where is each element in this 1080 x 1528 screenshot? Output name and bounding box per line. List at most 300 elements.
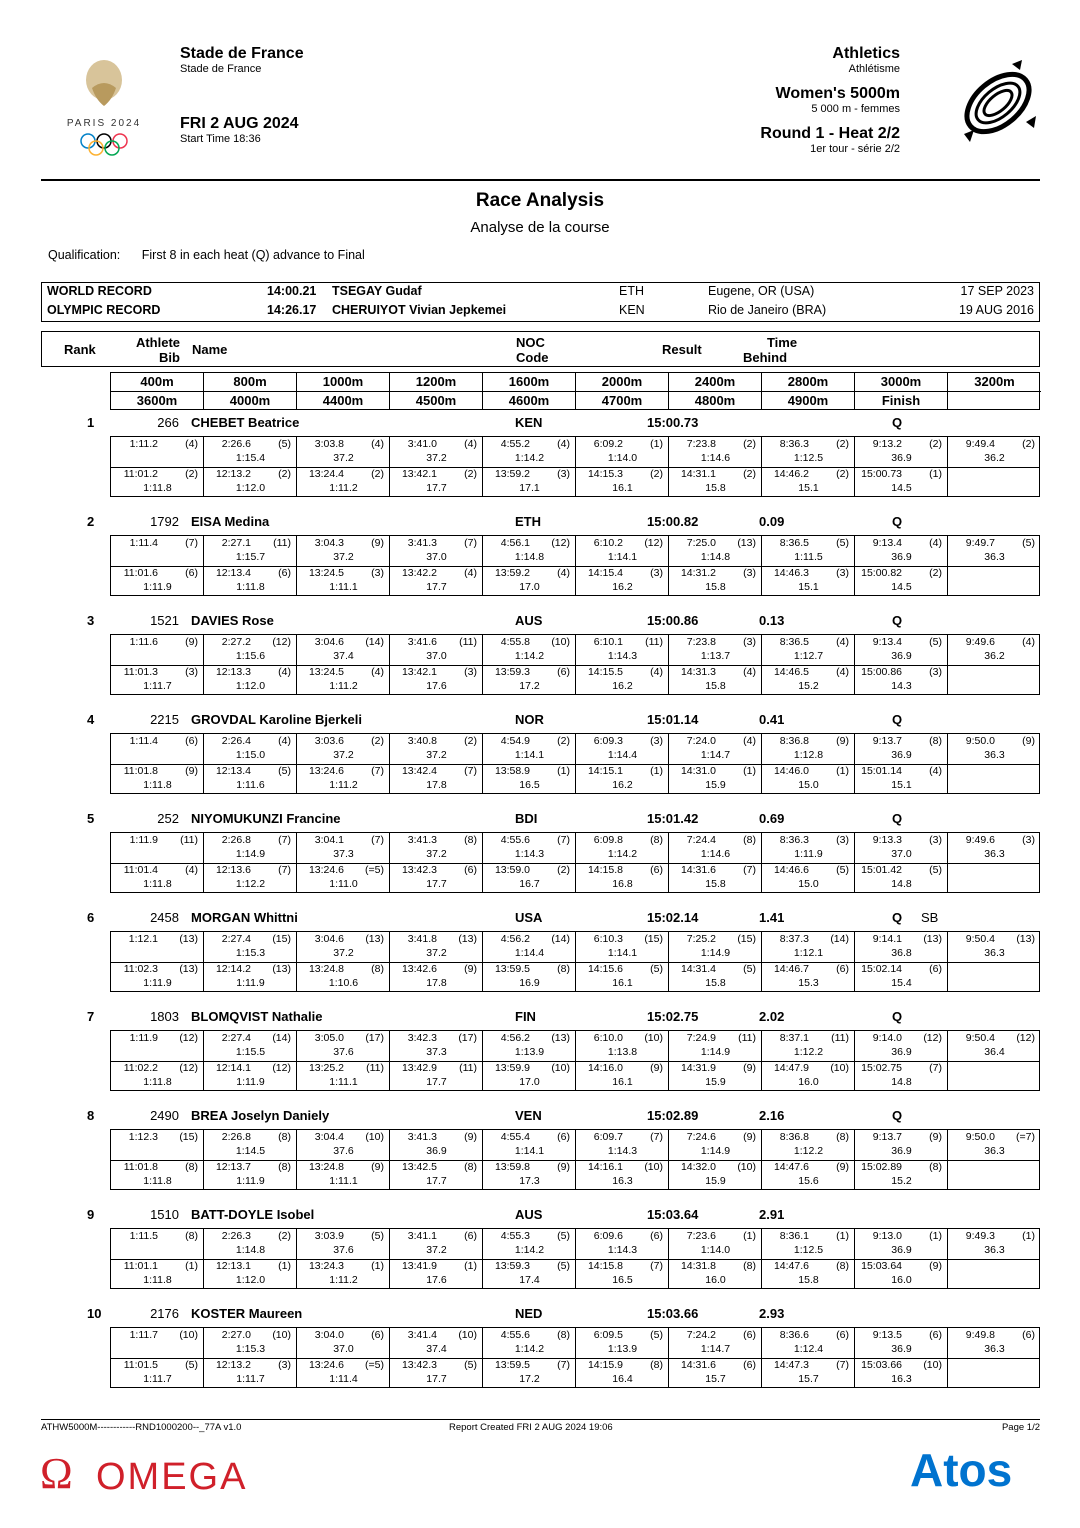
split-time-cell [390, 1329, 483, 1344]
split-time: 15:02.14 [861, 963, 902, 975]
split-interval: 36.2 [984, 650, 1005, 662]
split-time-cell [483, 1062, 576, 1077]
athlete-row [41, 1007, 1040, 1027]
athlete-time-behind: 2.02 [759, 1009, 785, 1024]
split-time-cell [111, 1032, 204, 1047]
split-interval: 36.9 [891, 1343, 912, 1355]
athlete-row [41, 1304, 1040, 1324]
split-position: (7) [557, 834, 570, 846]
split-time-cell [762, 1161, 855, 1176]
split-header-cell: 2400m [669, 373, 762, 391]
split-interval-cell [204, 749, 297, 764]
split-time: 14:46.2 [773, 468, 809, 480]
split-header-cell: 4400m [297, 391, 390, 409]
split-time: 15:03.66 [861, 1359, 902, 1371]
split-time-cell [948, 537, 1041, 552]
split-time-cell [762, 1329, 855, 1344]
split-interval: 1:12.5 [793, 1244, 824, 1256]
split-interval: 14.5 [891, 482, 912, 494]
athlete-bib: 2215 [150, 712, 179, 727]
split-time: 3:04.6 [314, 933, 344, 945]
split-position: (8) [929, 735, 942, 747]
split-time-cell [576, 1359, 669, 1374]
split-time: 6:09.5 [593, 1329, 623, 1341]
venue-sub: Stade de France [180, 63, 262, 75]
split-interval-cell [111, 1274, 204, 1289]
split-time-cell [111, 537, 204, 552]
split-time-cell [948, 1359, 1041, 1374]
split-interval: 1:15.4 [235, 452, 266, 464]
split-interval: 1:14.9 [700, 947, 731, 959]
split-interval-cell [111, 482, 204, 497]
split-time: 14:15.3 [587, 468, 623, 480]
split-position: (9) [371, 537, 384, 549]
split-position: (9) [836, 1161, 849, 1173]
split-time-cell [855, 438, 948, 453]
split-time: 15:01.14 [861, 765, 902, 777]
split-time-cell [297, 1230, 390, 1245]
split-interval-cell [204, 1373, 297, 1388]
split-time-cell [669, 567, 762, 582]
split-time: 14:47.3 [773, 1359, 809, 1371]
split-time-cell [669, 1032, 762, 1047]
split-interval: 1:11.8 [143, 482, 172, 494]
split-interval-cell [204, 650, 297, 665]
split-interval: 1:14.8 [235, 1244, 266, 1256]
athlete-bib: 1510 [150, 1207, 179, 1222]
split-time-cell [483, 963, 576, 978]
split-interval-cell [111, 878, 204, 893]
split-time: 9:13.7 [872, 735, 902, 747]
split-time: 3:03.8 [314, 438, 344, 450]
split-time-cell [576, 1161, 669, 1176]
split-position: (6) [185, 567, 198, 579]
split-position: (1) [650, 765, 663, 777]
split-interval: 1:15.0 [235, 749, 266, 761]
split-interval-cell [111, 1244, 204, 1259]
split-time-cell [762, 963, 855, 978]
split-position: (8) [557, 1329, 570, 1341]
split-time-cell [111, 864, 204, 879]
split-position: (3) [464, 666, 477, 678]
split-position: (4) [836, 666, 849, 678]
split-position: (2) [836, 468, 849, 480]
split-position: (6) [929, 963, 942, 975]
split-time-cell [390, 864, 483, 879]
split-position: (15) [272, 933, 291, 945]
split-header-cell: 4700m [576, 391, 669, 409]
split-time-cell [576, 666, 669, 681]
split-time: 9:49.6 [965, 636, 995, 648]
split-interval: 15.8 [705, 680, 726, 692]
split-time: 7:24.4 [686, 834, 716, 846]
split-time: 13:42.1 [401, 468, 437, 480]
split-position: (8) [185, 1161, 198, 1173]
split-position: (8) [278, 1131, 291, 1143]
split-interval: 16.2 [612, 680, 633, 692]
split-time: 15:02.89 [861, 1161, 902, 1173]
split-header-cell: 4800m [669, 391, 762, 409]
paris-2024-logo [52, 58, 156, 158]
split-position: (8) [650, 1359, 663, 1371]
split-time: 4:55.6 [500, 834, 530, 846]
athlete-noc: KEN [515, 415, 543, 430]
split-interval-cell [204, 779, 297, 794]
split-interval-cell [483, 1244, 576, 1259]
split-time: 14:15.5 [587, 666, 623, 678]
split-interval-cell [390, 680, 483, 695]
split-position: (4) [557, 567, 570, 579]
split-time: 8:37.1 [779, 1032, 809, 1044]
split-interval-cell [576, 452, 669, 467]
split-time: 14:15.9 [587, 1359, 623, 1371]
split-time-cell [483, 1359, 576, 1374]
split-interval: 14.5 [891, 581, 912, 593]
split-time: 11:02.3 [123, 963, 158, 975]
split-time-cell [390, 963, 483, 978]
split-time-cell [483, 636, 576, 651]
split-interval-cell [483, 1274, 576, 1289]
split-time-cell [576, 963, 669, 978]
split-interval-cell [111, 749, 204, 764]
split-interval: 16.0 [798, 1076, 819, 1088]
split-interval-cell [948, 779, 1041, 794]
split-time: 12:13.2 [215, 468, 251, 480]
split-position: (2) [371, 468, 384, 480]
split-interval: 1:15.3 [235, 1343, 266, 1355]
split-position: (15) [179, 1131, 198, 1143]
split-interval-cell [390, 482, 483, 497]
split-interval: 15.6 [798, 1175, 819, 1187]
athlete-row [41, 512, 1040, 532]
athlete-bib: 2176 [150, 1306, 179, 1321]
split-interval-cell [483, 482, 576, 497]
split-time-cell [483, 1329, 576, 1344]
split-interval-cell [483, 977, 576, 992]
split-interval-cell [576, 1175, 669, 1190]
split-interval-cell [204, 977, 297, 992]
split-interval-cell [111, 551, 204, 566]
split-position: (3) [650, 735, 663, 747]
col-name: Name [192, 342, 228, 357]
split-interval: 37.2 [426, 947, 447, 959]
split-interval: 1:14.2 [607, 848, 638, 860]
split-time-cell [297, 1032, 390, 1047]
split-interval: 1:14.1 [607, 551, 638, 563]
split-interval-cell [669, 680, 762, 695]
split-interval-cell [948, 650, 1041, 665]
split-position: (2) [929, 567, 942, 579]
split-time-cell [855, 1329, 948, 1344]
split-time: 7:23.8 [686, 636, 716, 648]
split-position: (13) [179, 933, 198, 945]
split-interval: 1:14.1 [514, 1145, 545, 1157]
split-interval-cell [111, 1076, 204, 1091]
split-position: (4) [1022, 636, 1035, 648]
split-time-cell [669, 537, 762, 552]
split-position: (13) [551, 1032, 570, 1044]
split-time-cell [576, 834, 669, 849]
split-position: (6) [743, 1329, 756, 1341]
split-time: 4:56.1 [500, 537, 530, 549]
split-interval: 37.3 [426, 1046, 447, 1058]
split-time: 11:01.8 [123, 765, 158, 777]
split-interval-cell [297, 551, 390, 566]
split-interval: 1:14.3 [607, 1244, 638, 1256]
split-interval: 37.2 [426, 848, 447, 860]
split-interval-cell [297, 749, 390, 764]
split-interval-cell [762, 1076, 855, 1091]
athlete-qualified-mark: Q [892, 1108, 903, 1123]
page-number: Page 1/2 [1001, 1422, 1040, 1433]
split-time-cell [483, 1032, 576, 1047]
split-interval-cell [669, 947, 762, 962]
split-time-cell [669, 834, 762, 849]
athlete-qualified-mark: Q [892, 415, 903, 430]
split-time: 3:03.6 [314, 735, 344, 747]
split-interval: 17.6 [426, 1274, 447, 1286]
split-time-cell [390, 1062, 483, 1077]
split-time-cell [111, 834, 204, 849]
split-interval-cell [948, 1046, 1041, 1061]
split-time-cell [297, 1260, 390, 1275]
split-position: (14) [551, 933, 570, 945]
split-header-cell [948, 391, 1041, 409]
split-interval: 37.3 [333, 848, 354, 860]
split-interval-cell [855, 1274, 948, 1289]
svg-text:Ω: Ω [40, 1449, 73, 1496]
split-interval-cell [948, 551, 1041, 566]
round-name: Round 1 - Heat 2/2 [760, 125, 900, 142]
split-time: 1:11.9 [129, 1032, 158, 1044]
split-interval-cell [390, 1373, 483, 1388]
split-position: (5) [278, 438, 291, 450]
athlete-time-behind: 2.91 [759, 1207, 785, 1222]
split-position: (8) [278, 1161, 291, 1173]
split-position: (3) [836, 834, 849, 846]
split-interval-cell [576, 581, 669, 596]
athlete-name: CHEBET Beatrice [191, 415, 300, 430]
split-position: (6) [929, 1329, 942, 1341]
split-time: 2:26.4 [221, 735, 251, 747]
split-interval: 37.2 [333, 452, 354, 464]
split-time: 2:26.8 [221, 1131, 251, 1143]
split-position: (13) [923, 933, 942, 945]
split-interval-cell [297, 1076, 390, 1091]
split-interval-cell [948, 581, 1041, 596]
split-interval: 37.6 [333, 1244, 354, 1256]
athlete-result: 15:02.89 [647, 1108, 699, 1123]
split-time: 6:09.6 [593, 1230, 623, 1242]
athlete-bib: 2490 [150, 1108, 179, 1123]
split-position: (11) [645, 636, 663, 648]
split-time: 14:31.2 [680, 567, 716, 579]
split-interval-cell [762, 1274, 855, 1289]
split-interval-cell [483, 947, 576, 962]
split-time: 14:31.0 [680, 765, 716, 777]
split-interval: 1:12.0 [235, 482, 266, 494]
split-time-cell [576, 1230, 669, 1245]
split-interval: 36.9 [891, 551, 912, 563]
athlete-result: 15:02.14 [647, 910, 699, 925]
split-position: (4) [464, 567, 477, 579]
split-interval: 1:14.2 [514, 1244, 545, 1256]
split-position: (8) [929, 1161, 942, 1173]
split-position: (5) [557, 1260, 570, 1272]
split-time: 13:59.2 [494, 468, 530, 480]
split-time: 2:26.3 [221, 1230, 251, 1242]
split-time: 12:13.4 [215, 567, 251, 579]
split-interval-cell [297, 1244, 390, 1259]
split-position: (5) [650, 1329, 663, 1341]
split-position: (5) [650, 963, 663, 975]
split-time: 12:13.2 [215, 1359, 251, 1371]
split-time: 8:36.8 [779, 1131, 809, 1143]
split-interval-cell [762, 848, 855, 863]
split-interval: 37.2 [426, 452, 447, 464]
athlete-noc: NOR [515, 712, 544, 727]
split-time-cell [297, 933, 390, 948]
split-time-cell [855, 1032, 948, 1047]
split-time-cell [762, 735, 855, 750]
split-interval-cell [204, 581, 297, 596]
split-time-cell [204, 1161, 297, 1176]
split-interval: 1:12.2 [793, 1145, 824, 1157]
athlete-result: 15:00.73 [647, 415, 699, 430]
split-interval-cell [576, 650, 669, 665]
split-interval-cell [204, 1046, 297, 1061]
split-interval: 1:10.6 [328, 977, 359, 989]
split-interval-cell [483, 1046, 576, 1061]
split-interval-cell [669, 482, 762, 497]
split-time-cell [390, 468, 483, 483]
split-time: 6:10.2 [593, 537, 623, 549]
split-time: 13:42.3 [401, 864, 437, 876]
split-interval: 17.8 [426, 779, 447, 791]
split-position: (7) [836, 1359, 849, 1371]
split-time-cell [669, 636, 762, 651]
col-bib: Bib [159, 350, 180, 365]
split-position: (13) [737, 537, 756, 549]
split-interval-cell [111, 1343, 204, 1358]
split-interval: 17.7 [426, 482, 447, 494]
split-interval: 15.3 [798, 977, 819, 989]
split-time: 13:42.3 [401, 1359, 437, 1371]
split-interval-cell [669, 1274, 762, 1289]
split-position: (1) [278, 1260, 291, 1272]
split-time: 6:09.2 [593, 438, 623, 450]
split-interval: 1:14.9 [700, 1145, 731, 1157]
split-position: (8) [464, 834, 477, 846]
split-position: (4) [836, 636, 849, 648]
split-interval-cell [762, 452, 855, 467]
split-time: 11:01.3 [123, 666, 158, 678]
split-interval-cell [390, 1274, 483, 1289]
split-time: 1:12.3 [128, 1131, 158, 1143]
split-position: (11) [459, 1062, 477, 1074]
athlete-name: GROVDAL Karoline Bjerkeli [191, 712, 362, 727]
split-time-cell [297, 537, 390, 552]
split-interval: 1:11.8 [143, 1175, 172, 1187]
split-time-cell [762, 537, 855, 552]
split-interval: 1:11.9 [143, 581, 172, 593]
athlete-bib: 1803 [150, 1009, 179, 1024]
world-record-row: WORLD RECORD 14:00.21 TSEGAY Gudaf ETH Eugene, OR (USA) 17 SEP 2023 [47, 284, 1034, 298]
split-position: (13) [179, 963, 198, 975]
split-position: (2) [929, 438, 942, 450]
split-position: (11) [738, 1032, 756, 1044]
split-time: 8:36.5 [779, 537, 809, 549]
split-position: (6) [1022, 1329, 1035, 1341]
split-position: (7) [278, 864, 291, 876]
split-time: 14:15.8 [587, 1260, 623, 1272]
split-interval-cell [111, 947, 204, 962]
split-interval: 1:14.9 [700, 1046, 731, 1058]
qualification-rule [48, 248, 365, 262]
split-time-cell [111, 1359, 204, 1374]
split-time: 13:59.3 [494, 1260, 530, 1272]
athlete-noc: AUS [515, 1207, 543, 1222]
split-interval-cell [762, 1175, 855, 1190]
split-interval: 1:14.7 [700, 1343, 731, 1355]
split-interval: 1:11.8 [143, 878, 172, 890]
split-time-cell [948, 765, 1041, 780]
split-distance-header [110, 372, 1040, 410]
split-interval: 1:14.8 [700, 551, 731, 563]
qualification-label: Qualification: [48, 248, 121, 262]
split-position: (8) [371, 963, 384, 975]
split-time: 15:03.64 [861, 1260, 902, 1272]
split-time-cell [390, 735, 483, 750]
split-time: 12:14.1 [215, 1062, 251, 1074]
split-interval-cell [855, 1046, 948, 1061]
split-time-cell [390, 438, 483, 453]
split-interval-cell [390, 1244, 483, 1259]
athlete-noc: ETH [515, 514, 541, 529]
split-time-cell [576, 765, 669, 780]
split-position: (10) [458, 1329, 477, 1341]
split-time-cell [483, 1260, 576, 1275]
split-interval-cell [297, 482, 390, 497]
split-time: 14:47.6 [773, 1161, 809, 1173]
split-time-cell [762, 666, 855, 681]
split-time-cell [204, 834, 297, 849]
split-interval: 1:14.6 [700, 452, 731, 464]
split-position: (12) [272, 1062, 291, 1074]
split-time-cell [762, 1032, 855, 1047]
split-time: 13:24.4 [308, 468, 344, 480]
split-interval: 36.3 [984, 1145, 1005, 1157]
split-position: (3) [371, 567, 384, 579]
split-time-cell [297, 1161, 390, 1176]
athlete-time-behind: 2.93 [759, 1306, 785, 1321]
split-time: 9:13.4 [872, 537, 902, 549]
split-time-cell [669, 1131, 762, 1146]
split-interval: 15.7 [798, 1373, 819, 1385]
split-interval-cell [669, 1244, 762, 1259]
split-time: 3:04.4 [314, 1131, 344, 1143]
split-time-cell [855, 666, 948, 681]
split-position: (11) [459, 636, 477, 648]
split-interval-cell [483, 1373, 576, 1388]
split-position: (1) [836, 765, 849, 777]
split-position: (7) [929, 1062, 942, 1074]
split-position: (12) [923, 1032, 942, 1044]
split-time: 15:00.73 [861, 468, 902, 480]
split-interval: 1:12.2 [793, 1046, 824, 1058]
split-interval: 1:11.2 [329, 680, 358, 692]
split-interval: 15.8 [798, 1274, 819, 1286]
